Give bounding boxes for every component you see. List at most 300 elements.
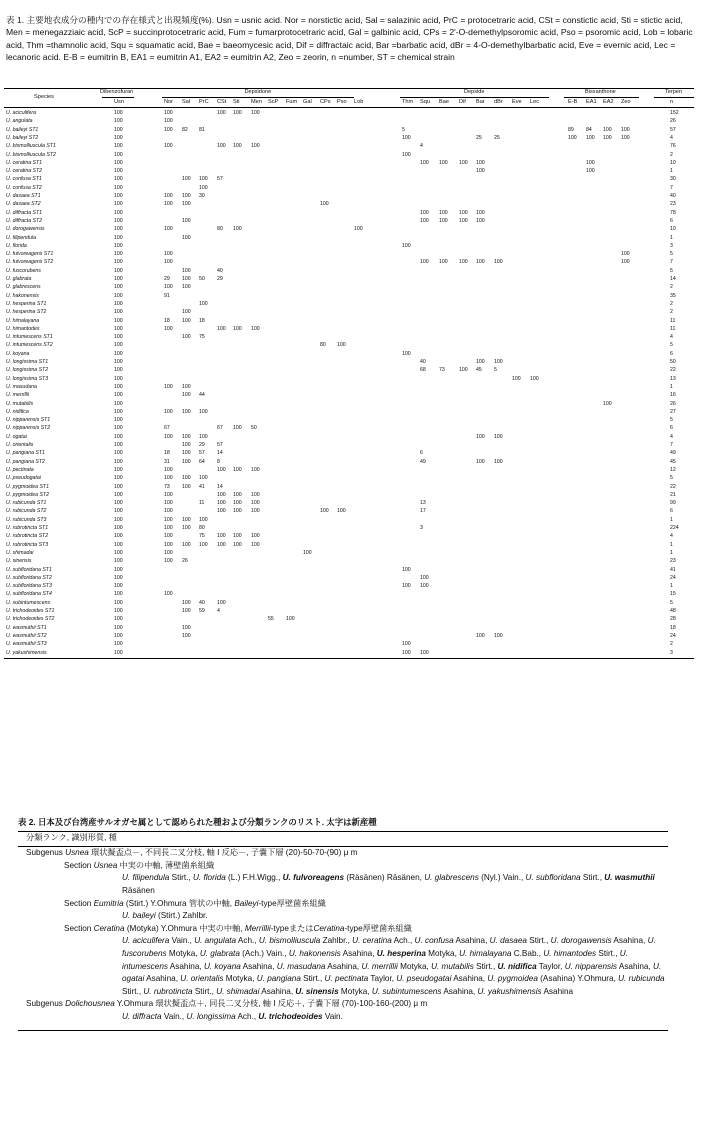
cell-value: 24 <box>670 632 676 639</box>
text-run: Ceratina <box>93 923 125 933</box>
cell-value: 13 <box>420 500 426 507</box>
cell-value: 100 <box>114 491 123 498</box>
cell-value: 100 <box>114 159 123 166</box>
column-header: Nor <box>164 99 174 105</box>
cell-value: 5 <box>670 342 673 349</box>
cell-value: 100 <box>182 284 191 291</box>
table-row <box>4 217 694 225</box>
cell-value: 67 <box>217 425 223 432</box>
cell-value: 4 <box>217 608 220 614</box>
table-row <box>4 366 694 374</box>
species-name: U. rubicunda ST3 <box>6 516 47 523</box>
text-run: Asahina <box>541 986 574 996</box>
text-run: Asahina, <box>240 961 277 971</box>
cell-value: 100 <box>251 541 260 548</box>
cell-value: 100 <box>621 251 630 258</box>
text-run: Section <box>64 898 94 908</box>
table-row <box>4 175 694 183</box>
cell-value: 100 <box>164 126 173 133</box>
text-run: Taylor, <box>368 974 397 984</box>
text-run: U. longissima <box>186 1011 236 1021</box>
cell-value: 100 <box>114 442 123 448</box>
cell-value: 100 <box>233 110 242 116</box>
text-run: U. diffracta <box>122 1011 162 1021</box>
text-run: Y.Ohmura 環状擬盃点＋, 同長二叉分枝, 軸 I 反応＋, 子嚢下層 (70)-100-160-(200) μ m <box>114 999 428 1009</box>
cell-value: 100 <box>114 342 123 349</box>
cell-value: 50 <box>670 359 676 365</box>
cell-value: 100 <box>251 466 260 473</box>
cell-value: 5 <box>402 126 405 133</box>
cell-value: 18 <box>199 317 205 324</box>
cell-value: 44 <box>199 392 205 399</box>
cell-value: 100 <box>114 383 123 390</box>
table1-rule <box>4 658 694 659</box>
text-run: U. rubrotincta <box>143 986 193 996</box>
species-name: U. wasmuthii ST3 <box>6 641 47 648</box>
text-run: Merrillii <box>244 923 271 933</box>
column-header: Zeo <box>621 99 631 105</box>
table-row <box>4 159 694 167</box>
cell-value: 100 <box>114 325 123 332</box>
cell-value: 100 <box>114 417 123 424</box>
text-run: Stirt., <box>122 986 144 996</box>
cell-value: 100 <box>164 201 173 208</box>
cell-value: 100 <box>164 408 173 415</box>
cell-value: 100 <box>114 649 123 656</box>
table-row <box>4 200 694 208</box>
cell-value: 100 <box>114 143 123 150</box>
cell-value: 100 <box>621 126 630 133</box>
cell-value: 82 <box>182 126 188 133</box>
text-run: U. sinensis <box>295 986 339 996</box>
cell-value: 100 <box>114 533 123 540</box>
cell-value: 11 <box>670 317 676 324</box>
text-run: Motyka, <box>338 986 372 996</box>
cell-value: 100 <box>114 458 123 465</box>
text-run: Subgenus <box>26 999 66 1009</box>
table-row <box>4 433 694 441</box>
species-name: U. fuscorubens <box>6 267 41 274</box>
cell-value: 100 <box>217 143 226 150</box>
cell-value: 91 <box>164 292 170 299</box>
table-row <box>4 566 694 574</box>
cell-value: 100 <box>114 525 123 531</box>
table-row <box>4 234 694 242</box>
cell-value: 100 <box>182 632 191 639</box>
text-run: Asahina, <box>451 974 488 984</box>
cell-value: 100 <box>586 159 595 166</box>
species-name: U. baileyi ST2 <box>6 134 39 141</box>
species-list <box>18 1011 668 1024</box>
species-name: U. subfloridana ST2 <box>6 574 52 581</box>
column-header: Sti <box>233 99 240 105</box>
cell-value: 73 <box>164 483 170 490</box>
text-run: U. masudana <box>276 961 326 971</box>
text-run: U. wasmuthii <box>604 873 655 883</box>
cell-value: 100 <box>402 242 411 249</box>
table-row <box>4 167 694 175</box>
text-run: Motyka, <box>397 961 432 971</box>
species-name: U. sinensis <box>6 558 32 565</box>
cell-value: 100 <box>586 134 595 141</box>
cell-value: 15 <box>670 591 676 598</box>
column-header: Dif <box>459 99 466 105</box>
cell-value: 24 <box>670 574 676 581</box>
cell-value: 224 <box>670 525 679 531</box>
species-name: U. dorogawensis <box>6 226 45 233</box>
text-run: (Asahina) Y.Ohmura, <box>537 974 619 984</box>
cell-value: 100 <box>182 383 191 390</box>
cell-value: 26 <box>670 400 676 407</box>
species-name: U. pygmoidea ST1 <box>6 483 49 490</box>
text-run: -type厚壁菌糸組織 <box>258 898 326 908</box>
cell-value: 78 <box>670 209 676 216</box>
species-name: U. subfloridana ST1 <box>6 566 52 573</box>
table-row <box>4 507 694 515</box>
cell-value: 100 <box>217 325 226 332</box>
cell-value: 5 <box>670 475 673 482</box>
cell-value: 100 <box>494 259 503 266</box>
text-run: Section <box>64 860 94 870</box>
species-name: U. angulata <box>6 118 33 125</box>
cell-value: 100 <box>251 110 260 116</box>
table-row <box>4 408 694 416</box>
cell-value: 100 <box>217 466 226 473</box>
species-name: U. confusa ST1 <box>6 176 42 183</box>
table-row <box>4 474 694 482</box>
cell-value: 14 <box>217 450 223 457</box>
cell-value: 100 <box>182 193 191 199</box>
species-name: U. koyana <box>6 350 30 357</box>
cell-value: 100 <box>114 400 123 407</box>
cell-value: 100 <box>114 334 123 341</box>
table-row <box>4 391 694 399</box>
cell-value: 100 <box>182 483 191 490</box>
text-run: (Räsänen) Räsänen, <box>344 873 425 883</box>
text-run: U. koyana <box>203 961 241 971</box>
cell-value: 100 <box>402 641 411 648</box>
text-run: (L.) F.H.Wigg., <box>225 873 283 883</box>
cell-value: 18 <box>164 317 170 324</box>
cell-value: 100 <box>114 110 123 116</box>
cell-value: 5 <box>670 251 673 258</box>
species-name: U. trichodeoides ST2 <box>6 616 55 623</box>
table-row <box>4 308 694 316</box>
cell-value: 100 <box>114 350 123 357</box>
text-run: U. trichodeoides <box>258 1011 323 1021</box>
cell-value: 100 <box>114 168 123 175</box>
species-name: U. bismolliuscula ST2 <box>6 151 56 158</box>
species-name: U. pangiana ST2 <box>6 458 45 465</box>
cell-value: 100 <box>182 624 191 631</box>
table-row <box>4 358 694 366</box>
species-name: U. ceratina ST1 <box>6 159 43 166</box>
text-run: C.Bab., <box>511 948 544 958</box>
cell-value: 100 <box>459 367 468 374</box>
text-run: Motyka, <box>166 948 200 958</box>
cell-value: 100 <box>114 508 123 515</box>
text-run: Eumitria <box>93 898 124 908</box>
text-run: U. subintumescens <box>371 986 442 996</box>
cell-value: 100 <box>320 508 329 515</box>
cell-value: 5 <box>670 417 673 424</box>
table-row <box>4 499 694 507</box>
cell-value: 40 <box>217 267 223 274</box>
species-name: U. longissima ST2 <box>6 367 49 374</box>
cell-value: 100 <box>303 549 312 556</box>
cell-value: 100 <box>459 217 468 224</box>
cell-value: 100 <box>439 217 448 224</box>
cell-value: 100 <box>114 408 123 415</box>
cell-value: 100 <box>164 591 173 598</box>
species-name: U. ogatai <box>6 433 27 440</box>
table2-caption: 表 2. 日本及び台湾産サルオガセ属として認められた種および分類ランクのリスト. 太字は新産種 <box>18 817 377 827</box>
table-row <box>4 242 694 250</box>
table-row <box>4 134 694 142</box>
text-run: U. glabrescens <box>424 873 479 883</box>
cell-value: 100 <box>164 143 173 150</box>
text-run: Asahina, <box>325 961 362 971</box>
cell-value: 50 <box>251 425 257 432</box>
cell-value: 100 <box>182 217 191 224</box>
species-name: U. diffracta ST1 <box>6 209 43 216</box>
cell-value: 2 <box>670 309 673 316</box>
text-run: U. shimadai <box>216 986 260 996</box>
cell-value: 49 <box>420 458 426 465</box>
table-row <box>4 615 694 623</box>
species-name: U. shimadai <box>6 549 34 556</box>
column-header: EA2 <box>603 99 614 105</box>
section-line <box>18 923 668 936</box>
cell-value: 100 <box>164 118 173 125</box>
species-name: U. pseudogatai <box>6 475 41 482</box>
cell-value: 100 <box>337 508 346 515</box>
cell-value: 100 <box>164 383 173 390</box>
cell-value: 6 <box>670 217 673 224</box>
cell-value: 100 <box>182 317 191 324</box>
cell-value: 100 <box>114 309 123 316</box>
text-run: Stirt., <box>526 936 551 946</box>
cell-value: 100 <box>494 458 503 465</box>
cell-value: 100 <box>199 184 208 191</box>
column-header: Fum <box>286 99 298 105</box>
cell-value: 100 <box>114 267 123 274</box>
table-row <box>4 283 694 291</box>
cell-value: 100 <box>114 558 123 565</box>
text-run: U. pangiana <box>256 974 301 984</box>
cell-value: 100 <box>182 176 191 183</box>
species-name: U. nipparensis ST1 <box>6 417 51 424</box>
species-name: U. confusa ST2 <box>6 184 42 191</box>
cell-value: 100 <box>420 259 429 266</box>
column-header: Bae <box>439 99 449 105</box>
cell-value: 100 <box>182 450 191 457</box>
cell-value: 100 <box>114 193 123 199</box>
text-run: Vain., <box>161 1011 187 1021</box>
cell-value: 100 <box>494 632 503 639</box>
cell-value: 30 <box>670 176 676 183</box>
cell-value: 100 <box>114 450 123 457</box>
cell-value: 75 <box>199 334 205 341</box>
cell-value: 100 <box>114 209 123 216</box>
column-header: PrC <box>199 99 209 105</box>
cell-value: 100 <box>354 226 363 233</box>
cell-value: 100 <box>114 591 123 598</box>
table-row <box>4 292 694 300</box>
cell-value: 1 <box>670 383 673 390</box>
cell-value: 18 <box>164 450 170 457</box>
cell-value: 100 <box>182 334 191 341</box>
cell-value: 100 <box>402 134 411 141</box>
cell-value: 2 <box>670 151 673 158</box>
cell-value: 26 <box>182 558 188 565</box>
cell-value: 100 <box>182 433 191 440</box>
cell-value: 100 <box>251 508 260 515</box>
text-run: U. ceratina <box>352 936 392 946</box>
text-run: Stirt., <box>300 974 325 984</box>
species-name: U. pangiana ST1 <box>6 450 45 457</box>
cell-value: 100 <box>182 516 191 523</box>
cell-value: 89 <box>568 126 574 133</box>
text-run: U. dorogawensis <box>550 936 612 946</box>
cell-value: 100 <box>182 267 191 274</box>
text-run: U. rubicunda <box>618 974 665 984</box>
cell-value: 100 <box>199 433 208 440</box>
table-row <box>4 142 694 150</box>
cell-value: 5 <box>494 367 497 374</box>
species-name: U. bismolliuscula ST1 <box>6 143 56 150</box>
text-run: Asahina, <box>259 986 296 996</box>
text-run: U. aciculifera <box>122 936 170 946</box>
cell-value: 3 <box>420 525 423 531</box>
cell-value: 100 <box>114 184 123 191</box>
text-run: Zahlbr., <box>320 936 353 946</box>
cell-value: 64 <box>199 458 205 465</box>
cell-value: 100 <box>182 234 191 241</box>
table-row <box>4 424 694 432</box>
cell-value: 100 <box>182 525 191 531</box>
cell-value: 100 <box>164 110 173 116</box>
table1-rule <box>4 107 694 108</box>
text-run: U. pectinata <box>324 974 369 984</box>
cell-value: 17 <box>420 508 426 515</box>
cell-value: 30 <box>199 193 205 199</box>
cell-value: 100 <box>114 483 123 490</box>
cell-value: 7 <box>670 442 673 448</box>
column-header: Eve <box>512 99 522 105</box>
species-name: U. fulvoreagens ST2 <box>6 259 54 266</box>
cell-value: 100 <box>114 176 123 183</box>
table-row <box>4 624 694 632</box>
species-name: U. aciculifera <box>6 110 36 116</box>
cell-value: 100 <box>476 159 485 166</box>
column-header: Thm <box>402 99 414 105</box>
cell-value: 80 <box>320 342 326 349</box>
column-header: Men <box>251 99 262 105</box>
cell-value: 4 <box>670 334 673 341</box>
cell-value: 100 <box>459 159 468 166</box>
cell-value: 48 <box>670 608 676 614</box>
cell-value: 6 <box>670 350 673 357</box>
group-underline <box>654 97 694 98</box>
cell-value: 29 <box>217 276 223 282</box>
cell-value: 100 <box>217 533 226 540</box>
text-run: (Ach.) Vain., <box>239 948 289 958</box>
group-header: Depsidone <box>244 89 272 95</box>
text-run: Stirt., <box>473 961 498 971</box>
text-run: U. fuscorubens <box>122 936 656 958</box>
table-row <box>4 516 694 524</box>
cell-value: 100 <box>164 251 173 258</box>
text-run: Vain., <box>169 936 195 946</box>
cell-value: 100 <box>182 442 191 448</box>
column-header: ScP <box>268 99 279 105</box>
cell-value: 100 <box>233 143 242 150</box>
table2 <box>18 816 668 1031</box>
cell-value: 100 <box>114 566 123 573</box>
cell-value: 1 <box>670 516 673 523</box>
species-name: U. diffracta ST2 <box>6 217 43 224</box>
cell-value: 100 <box>182 309 191 316</box>
cell-value: 100 <box>182 276 191 282</box>
table1-caption: 表 1. 主要地衣成分の種内での存在様式と出現頻度(%). Usn = usnic acid. Nor = norstictic acid, Sal = salazinic acid, PrC = protocetraric acid, CSt = constictic acid, Sti = stictic acid, Men = menegazziaic acid, ScP = succinprotocetraric acid, Fum = fumarprotocetraric acid, Gal = galbinic acid, CPs = 2'-O-demethylpsoromic acid, Pso = psoromic acid, Lob = lobaric acid, Thm =thamnolic acid, Squ = squamatic acid, Bae = baeomycesic acid, Dif = diffractaic acid, Bar =barbatic acid, dBr = 4-O-demethylbarbatic acid, Eve = evernic acid, Lec = lecanoric acid. E-B = eumitrin B, EA1 = eumitrin A1, EA2 = eumitrin A2, Zeo = zeorin, n =number, ST = chemical strain <box>6 15 693 63</box>
text-run: Asahina, <box>167 961 204 971</box>
text-run: U. pygmoidea <box>487 974 538 984</box>
species-name: U. pectinata <box>6 466 34 473</box>
cell-value: 100 <box>476 359 485 365</box>
species-name: U. intumescens ST2 <box>6 342 53 349</box>
cell-value: 100 <box>114 151 123 158</box>
cell-value: 100 <box>164 491 173 498</box>
cell-value: 18 <box>670 624 676 631</box>
text-run: U. florida <box>193 873 226 883</box>
cell-value: 100 <box>114 641 123 648</box>
cell-value: 2 <box>670 300 673 307</box>
species-name: U. orientalis <box>6 442 34 448</box>
cell-value: 50 <box>199 276 205 282</box>
cell-value: 100 <box>164 284 173 291</box>
table-row <box>4 151 694 159</box>
table-row <box>4 590 694 598</box>
cell-value: 40 <box>199 599 205 606</box>
cell-value: 100 <box>402 649 411 656</box>
text-run: Räsänen <box>122 885 155 895</box>
cell-value: 100 <box>182 408 191 415</box>
cell-value: 100 <box>251 533 260 540</box>
table-row <box>4 192 694 200</box>
cell-value: 100 <box>114 251 123 258</box>
text-run: U. intumescens <box>122 948 628 971</box>
text-run: 中実の中軸, 薄壁菌糸組織 <box>117 860 215 870</box>
table-row <box>4 557 694 565</box>
table-row <box>4 483 694 491</box>
cell-value: 100 <box>199 300 208 307</box>
species-name: U. hesperina ST2 <box>6 309 47 316</box>
cell-value: 100 <box>251 143 260 150</box>
cell-value: 11 <box>670 325 676 332</box>
text-run: U. himantodes <box>543 948 597 958</box>
cell-value: 100 <box>164 549 173 556</box>
text-run: Ach., <box>235 1011 259 1021</box>
species-name: U. nidifica <box>6 408 29 415</box>
cell-value: 73 <box>439 367 445 374</box>
cell-value: 100 <box>164 541 173 548</box>
cell-value: 100 <box>420 159 429 166</box>
species-list <box>18 935 668 998</box>
cell-value: 27 <box>670 408 676 415</box>
cell-value: 100 <box>286 616 295 623</box>
species-name: U. fulvoreagens ST1 <box>6 251 54 258</box>
